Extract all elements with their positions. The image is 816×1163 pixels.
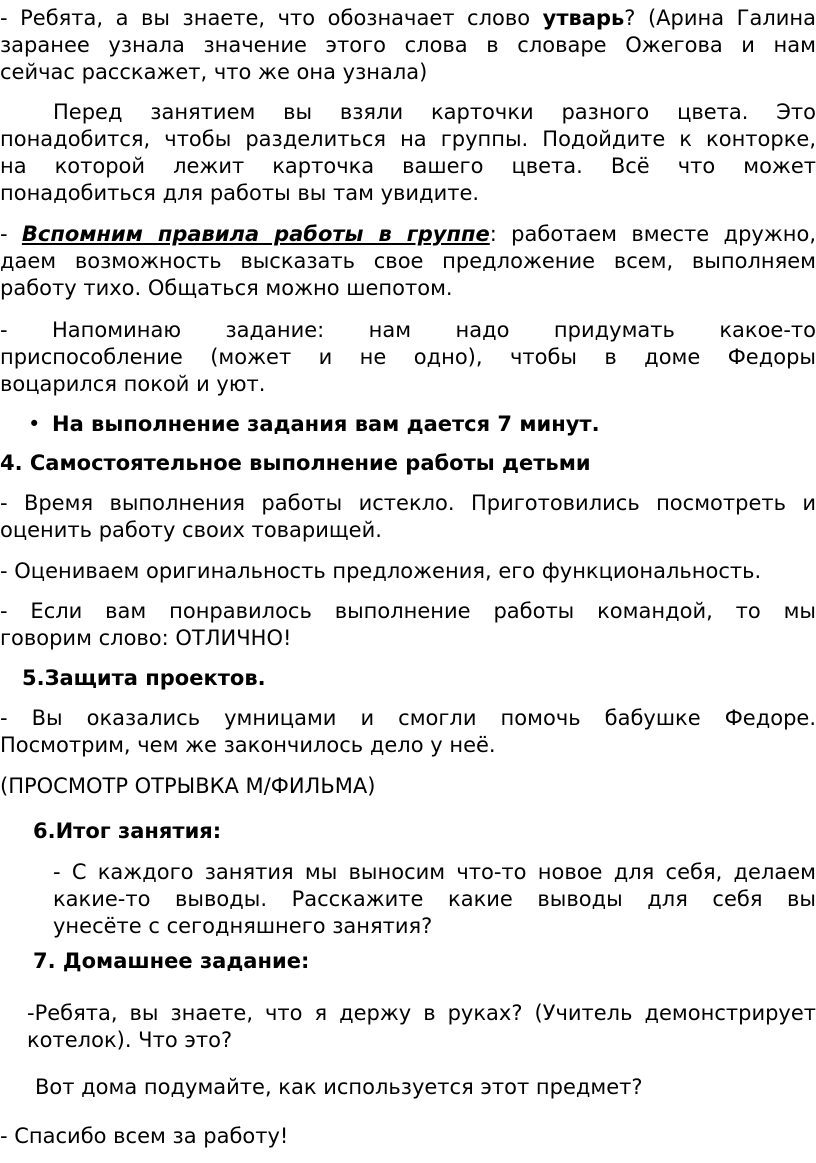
group-rules-heading: Вспомним правила работы в группе (21, 222, 490, 246)
paragraph-cards-line-4: понадобиться для работы вы там увидите. (0, 181, 480, 205)
paragraph-homework-line-1: -Ребята, вы знаете, что я держу в руках? (Учитель демонстрирует (27, 1001, 816, 1025)
paragraph-rules-line-1: - Вспомним правила работы в группе: работаем вместе дружно, (0, 222, 816, 246)
paragraph-summary-line-1: - С каждого занятия мы выносим что-то новое для себя, делаем (53, 860, 816, 884)
paragraph-rules-line-2: даем возможность высказать свое предложение всем, выполняем (0, 249, 816, 273)
paragraph-task-line-1: - Напоминаю задание: нам надо придумать какое-то (0, 318, 816, 342)
paragraph-homework-line-2: котелок). Что это? (27, 1028, 233, 1052)
section-heading-4: 4. Самостоятельное выполнение работы детьми (0, 451, 591, 475)
paragraph-task-line-3: воцарился покой и уют. (0, 372, 266, 396)
paragraph-evaluate: - Оцениваем оригинальность предложения, его функциональность. (0, 559, 762, 583)
keyword-utvar: утварь (542, 6, 625, 30)
paragraph-excellent-line-1: - Если вам понравилось выполнение работы командой, то мы (0, 599, 816, 623)
paragraph-cards-line-3: на которой лежит карточка вашего цвета. Всё что может (0, 154, 816, 178)
section-heading-6: 6.Итог занятия: (33, 819, 222, 843)
paragraph-task-line-2: приспособление (может и не одно), чтобы в доме Федоры (0, 345, 816, 369)
paragraph-projects-line-1: - Вы оказались умницами и смогли помочь бабушке Федоре. (0, 706, 816, 730)
paragraph-film: (ПРОСМОТР ОТРЫВКА М/ФИЛЬМА) (0, 774, 376, 798)
paragraph-thanks: - Спасибо всем за работу! (0, 1124, 289, 1148)
paragraph-summary-line-2: какие-то выводы. Расскажите какие выводы для себя вы (53, 887, 816, 911)
paragraph-cards-line-1: Перед занятием вы взяли карточки разного цвета. Это (53, 100, 816, 124)
paragraph-time-line-1: - Время выполнения работы истекло. Приготовились посмотреть и (0, 491, 816, 515)
bullet-item (0, 409, 816, 439)
paragraph-excellent-line-2: говорим слово: ОТЛИЧНО! (0, 626, 292, 650)
paragraph-projects-line-2: Посмотрим, чем же закончилось дело у неё. (0, 733, 496, 757)
paragraph-summary-line-3: унесёте с сегодняшнего занятия? (53, 914, 433, 938)
paragraph-utvar-line-2: заранее узнала значение этого слова в словаре Ожегова и нам (0, 33, 816, 57)
paragraph-rules-line-3: работу тихо. Общаться можно шепотом. (0, 276, 453, 300)
section-heading-7: 7. Домашнее задание: (33, 949, 310, 973)
paragraph-utvar-line-3: сейчас расскажет, что же она узнала) (0, 60, 428, 84)
bullet-icon: • (28, 412, 41, 436)
paragraph-utvar-line-1: - Ребята, а вы знаете, что обозначает слово утварь? (Арина Галина (0, 6, 816, 30)
paragraph-cards-line-2: понадобится, чтобы разделиться на группы. Подойдите к конторке, (0, 127, 816, 151)
bullet-text: На выполнение задания вам дается 7 минут. (52, 412, 600, 436)
paragraph-time-line-2: оценить работу своих товарищей. (0, 518, 382, 542)
paragraph-think-at-home: Вот дома подумайте, как используется этот предмет? (35, 1075, 643, 1099)
section-heading-5: 5.Защита проектов. (22, 666, 266, 690)
